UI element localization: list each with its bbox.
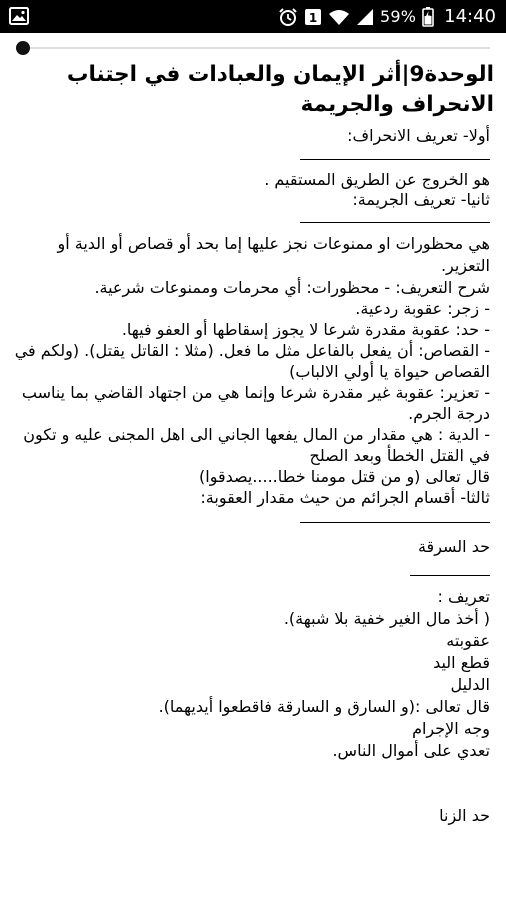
paragraph: الدليل [450,675,490,694]
heading-crime-definition: ثانيا- تعريف الجريمة: [352,190,490,209]
paragraph: ( أخذ مال الغير خفية بلا شبهة). [283,609,490,628]
separator [300,159,490,160]
notification-count: 1 [308,10,318,25]
paragraph: قطع اليد [433,653,490,672]
paragraph: هي محظورات او ممنوعات نجز عليها إما بحد أو قصاص أو الدية أو التعزير. [57,234,490,275]
page-title [12,60,494,120]
separator [410,575,490,576]
status-bar [0,0,506,33]
paragraph: شرح التعريف: - محظورات: أي محرمات وممنوعات شرعية. [94,278,490,297]
battery-icon [422,7,434,27]
heading-crime-categories: ثالثا- أقسام الجرائم من حيث مقدار العقوبة: [200,488,490,507]
status-time: 14:40 [444,6,496,27]
paragraph: - القصاص: أن يفعل بالفاعل مثل ما فعل. (مثلا : القاتل يقتل). (ولكم في القصاص حيواة يا أولي الالباب) [14,341,490,381]
progress-track [16,47,490,49]
separator [300,522,490,523]
paragraph: - حد: عقوبة مقدرة شرعا لا يجوز إسقاطها أو العفو فيها. [121,320,490,339]
reading-progress-slider[interactable] [16,38,490,58]
alarm-icon [278,7,298,27]
battery-percent: 59% [379,7,417,26]
heading-deviation-definition: أولا- تعريف الانحراف: [347,126,490,145]
title-number: 9 [409,62,425,87]
paragraph: وجه الإجرام [412,719,490,738]
title-prefix: الوحدة [424,62,494,87]
paragraph: تعدي على أموال الناس. [332,741,490,760]
quote: قال تعالى :(و السارق و السارقة فاقطعوا أيديهما). [158,697,490,716]
separator [300,222,490,223]
heading-adultery: حد الزنا [439,806,490,825]
signal-icon [356,8,374,26]
paragraph: - زجر: عقوبة ردعية. [355,299,490,318]
paragraph: عقوبته [446,631,490,650]
paragraph: - الدية : هي مقدار من المال يفعها الجاني الى اهل المجنى عليه و تكون في القتل الخطأ وبعد الصلح [23,425,490,465]
wifi-icon [328,8,350,26]
notification-badge-icon [304,8,322,26]
heading-theft: حد السرقة [417,537,490,556]
paragraph: تعريف : [437,587,490,606]
quote: قال تعالى (و من قتل مومنا خطا.....يصدقوا) [199,467,490,486]
article-content [12,60,494,826]
title-text: |أثر الإيمان والعبادات في اجتناب الانحراف والجريمة [66,62,494,117]
paragraph: - تعزير: عقوبة غير مقدرة شرعا وإنما هي من اجتهاد القاضي بما يناسب درجة الجرم. [21,383,490,423]
image-icon [9,7,29,29]
progress-thumb[interactable] [16,41,30,55]
paragraph: هو الخروج عن الطريق المستقيم . [264,170,490,189]
